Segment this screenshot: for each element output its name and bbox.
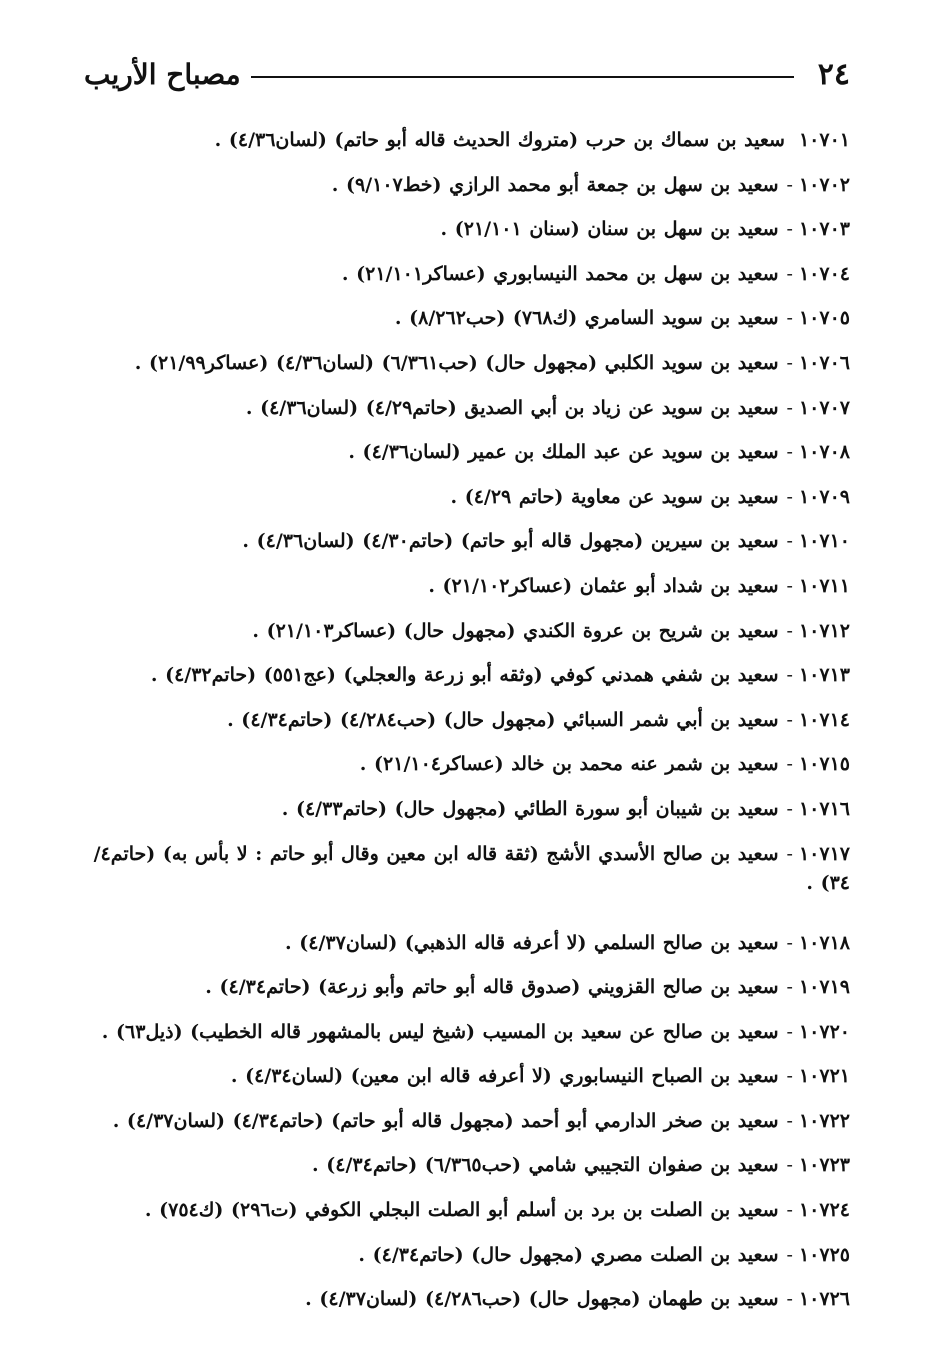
entry-text: سعيد بن سويد عن زياد بن أبي الصديق (حاتم٤/٢٩) (لسان٤/٣٦) . [245, 396, 779, 419]
entry-text: سعيد بن الصلت بن برد بن أسلم أبو الصلت البجلي الكوفي (ت٢٩٦) (ك٧٥٤) . [144, 1199, 779, 1222]
entry-number: ١٠٧٠٩ [798, 485, 850, 508]
entry-text: سعيد بن سويد السامري (ك٧٦٨) (حب٨/٢٦٢) . [394, 307, 779, 330]
list-item [70, 126, 850, 171]
entry-dash: - [786, 976, 793, 999]
entry-number: ١٠٧١٩ [798, 976, 850, 999]
entry-number: ١٠٧١٦ [798, 797, 850, 820]
entry-number: ١٠٧٢٣ [798, 1154, 850, 1177]
entry-dash: - [786, 753, 793, 776]
entry-text: سعيد بن شداد أبو عثمان (عساكر٢١/١٠٢) . [428, 574, 779, 597]
entry-text: سعيد بن صفوان التجيبي شامي (حب٦/٣٦٥) (حاتم٤/٣٤) . [312, 1154, 779, 1177]
entry-number: ١٠٧٠٧ [798, 396, 850, 419]
entry-text: سعيد بن شفي همدني كوفي (وثقه أبو زرعة والعجلي) (عج٥٥١) (حاتم٤/٣٢) . [150, 664, 779, 687]
entry-number: ١٠٧٢٥ [798, 1243, 850, 1266]
list-item [70, 840, 850, 929]
list-item [70, 304, 850, 349]
entry-dash: - [786, 1020, 793, 1043]
entry-number: ١٠٧٢٤ [798, 1199, 850, 1222]
entry-number: ١٠٧٠٥ [798, 307, 850, 330]
entry-number: ١٠٧١٧ [798, 842, 850, 865]
entry-text: سعيد بن سهل بن محمد النيسابوري (عساكر٢١/١٠١) . [341, 262, 779, 285]
entry-dash: - [786, 530, 793, 553]
entry-dash: - [786, 708, 793, 731]
entry-text: سعيد بن الصباح النيسابوري (لا أعرفه قاله ابن معين) (لسان٤/٣٤) . [230, 1065, 779, 1088]
list-item [70, 1241, 850, 1286]
list-item [70, 1196, 850, 1241]
entry-text: سعيد بن سويد عن معاوية (حاتم ٤/٢٩) . [450, 485, 779, 508]
entry-text: سعيد بن صالح عن سعيد بن المسيب (شيخ ليس بالمشهور قاله الخطيب) (ذيل٦٣) . [101, 1020, 779, 1043]
entry-dash: - [786, 1154, 793, 1177]
entry-number: ١٠٧٠١ [798, 129, 850, 151]
entry-dash: - [786, 1065, 793, 1088]
entry-dash: - [786, 485, 793, 508]
list-item [70, 973, 850, 1018]
list-item [70, 215, 850, 260]
entry-text: سعيد بن سويد عن عبد الملك بن عمير (لسان٤/٣٦) . [348, 441, 779, 464]
entry-text: سعيد بن طهمان (مجهول حال) (حب٤/٢٨٦) (لسان٤/٣٧) . [305, 1288, 779, 1311]
entry-text: سعيد بن سيرين (مجهول قاله أبو حاتم) (حاتم٤/٣٠) (لسان٤/٣٦) . [242, 530, 779, 553]
entry-number: ١٠٧١٣ [798, 664, 850, 687]
list-item [70, 1018, 850, 1063]
list-item [70, 483, 850, 528]
entry-dash: - [786, 351, 793, 374]
page-header [84, 52, 850, 96]
entry-number: ١٠٧١٠ [798, 530, 850, 553]
entry-text: سعيد بن سماك بن حرب (متروك الحديث قاله أبو حاتم) (لسان٤/٣٦) . [214, 129, 785, 151]
entry-text: سعيد بن صالح السلمي (لا أعرفه قاله الذهبي) (لسان٤/٣٧) . [285, 931, 779, 954]
entry-number: ١٠٧٠٨ [798, 441, 850, 464]
list-item [70, 527, 850, 572]
entry-dash: - [786, 307, 793, 330]
entry-list [70, 126, 850, 1330]
entry-number: ١٠٧٢٦ [798, 1288, 850, 1311]
entry-text: سعيد بن شيبان أبو سورة الطائي (مجهول حال) (حاتم٤/٣٣) . [281, 797, 779, 820]
entry-text: سعيد بن الصلت مصري (مجهول حال) (حاتم٤/٣٤) . [358, 1243, 779, 1266]
list-item [70, 706, 850, 751]
entry-dash: - [786, 441, 793, 464]
list-item [70, 260, 850, 305]
entry-dash: - [786, 1288, 793, 1311]
entry-text: سعيد بن صخر الدارمي أبو أحمد (مجهول قاله أبو حاتم) (حاتم٤/٣٤) (لسان٤/٣٧) . [112, 1109, 779, 1132]
list-item [70, 438, 850, 483]
entry-text: سعيد بن شمر عنه محمد بن خالد (عساكر٢١/١٠٤) . [359, 753, 779, 776]
entry-number: ١٠٧١٢ [798, 619, 850, 642]
page-number: ٢٤ [817, 56, 850, 92]
entry-dash: - [786, 396, 793, 419]
entry-number: ١٠٧٠٦ [798, 351, 850, 374]
list-item [70, 617, 850, 662]
entry-text: سعيد بن سهل بن سنان (سنان ٢١/١٠١) . [440, 218, 779, 241]
entry-dash: - [786, 842, 793, 865]
entry-dash: - [786, 931, 793, 954]
entry-number: ١٠٧١٥ [798, 753, 850, 776]
list-item [70, 394, 850, 439]
list-item [70, 349, 850, 394]
entry-dash: - [786, 218, 793, 241]
entry-number: ١٠٧١٤ [798, 708, 850, 731]
entry-number: ١٠٧١٨ [798, 931, 850, 954]
entry-text: سعيد بن أبي شمر السبائي (مجهول حال) (حب٤/٢٨٤) (حاتم٤/٣٤) . [227, 708, 779, 731]
entry-number: ١٠٧١١ [798, 574, 850, 597]
entry-text: سعيد بن شريح بن عروة الكندي (مجهول حال) (عساكر٢١/١٠٣) . [252, 619, 779, 642]
list-item [70, 171, 850, 216]
entry-number: ١٠٧٠٣ [798, 218, 850, 241]
entry-number: ١٠٧٢٠ [798, 1020, 850, 1043]
entry-number: ١٠٧٢١ [798, 1065, 850, 1088]
list-item [70, 661, 850, 706]
entry-text: سعيد بن سويد الكلبي (مجهول حال) (حب٦/٣٦١) (لسان٤/٣٦) (عساكر٢١/٩٩) . [134, 351, 779, 374]
entry-number: ١٠٧٢٢ [798, 1109, 850, 1132]
entry-dash: - [786, 262, 793, 285]
book-title: مصباح الأريب [84, 57, 241, 91]
entry-dash: - [786, 574, 793, 597]
list-item [70, 795, 850, 840]
entry-dash: - [786, 1243, 793, 1266]
entry-dash: - [786, 1109, 793, 1132]
list-item [70, 572, 850, 617]
list-item [70, 929, 850, 974]
entry-dash: - [786, 1199, 793, 1222]
entry-number: ١٠٧٠٢ [798, 173, 850, 196]
entry-dash: - [786, 173, 793, 196]
list-item [70, 1151, 850, 1196]
entry-text: سعيد بن سهل بن جمعة أبو محمد الرازي (خط٩/١٠٧) . [331, 173, 779, 196]
list-item [70, 1285, 850, 1330]
header-rule [251, 76, 794, 78]
list-item [70, 750, 850, 795]
entry-text: سعيد بن صالح الأسدي الأشج (ثقة قاله ابن معين وقال أبو حاتم : لا بأس به) (حاتم٤/ ٣٤) . [93, 842, 850, 894]
list-item [70, 1062, 850, 1107]
entry-dash: - [786, 619, 793, 642]
entry-dash: - [786, 664, 793, 687]
entry-dash: - [786, 797, 793, 820]
entry-text: سعيد بن صالح القزويني (صدوق قاله أبو حاتم وأبو زرعة) (حاتم٤/٣٤) . [205, 976, 779, 999]
entry-number: ١٠٧٠٤ [798, 262, 850, 285]
list-item [70, 1107, 850, 1152]
